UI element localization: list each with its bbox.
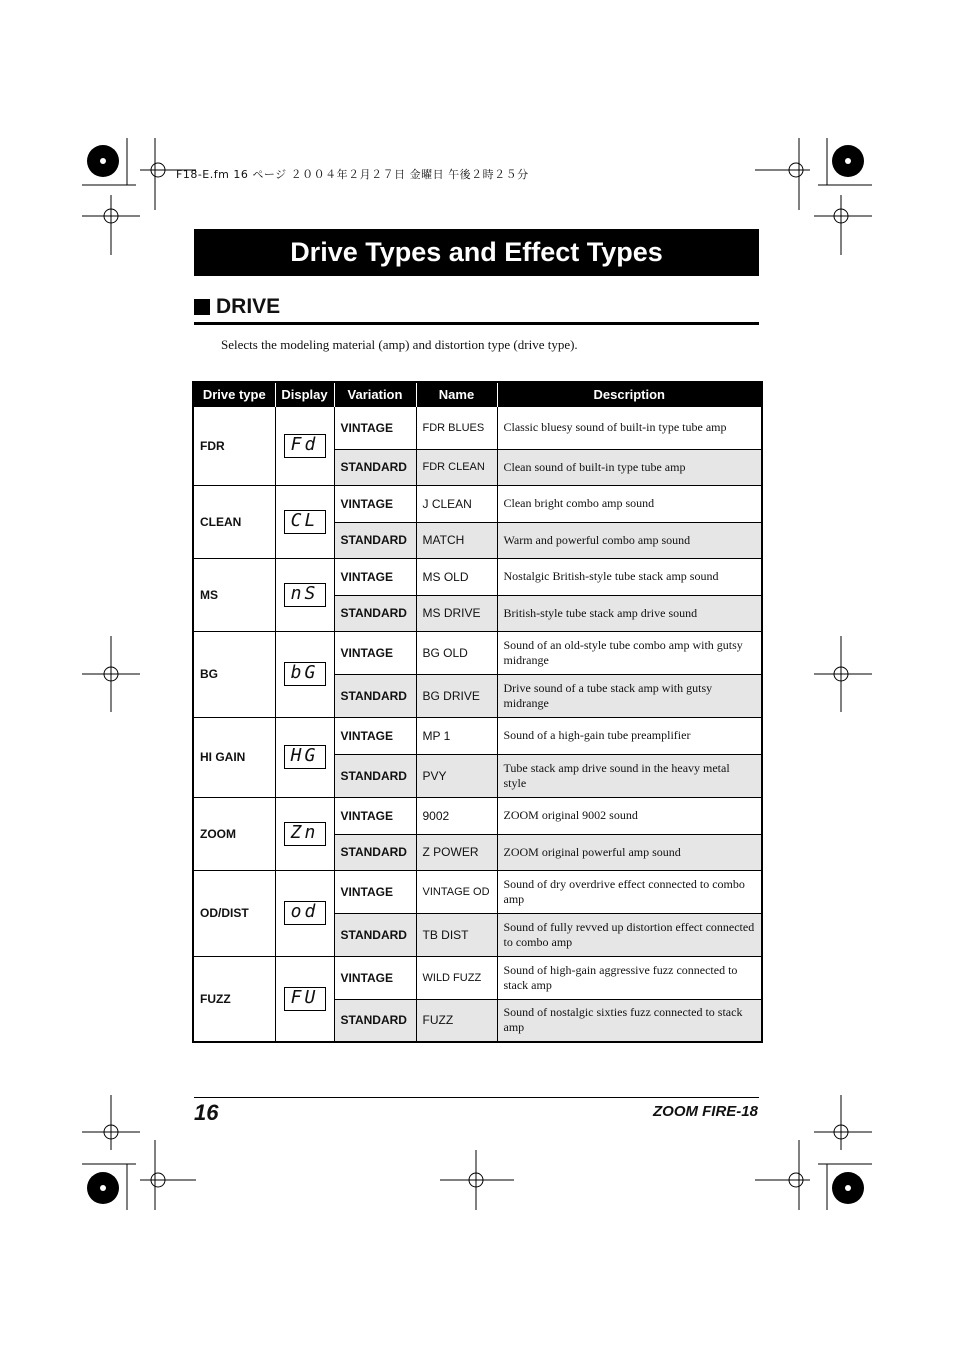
variation-cell: VINTAGE bbox=[334, 870, 416, 913]
table-row bbox=[193, 956, 762, 999]
description-cell: ZOOM original powerful amp sound bbox=[497, 834, 762, 870]
display-cell bbox=[275, 870, 334, 956]
print-header: F18-E.fm 16 ページ ２００４年２月２７日 金曜日 午後２時２５分 bbox=[176, 168, 529, 181]
section-intro: Selects the modeling material (amp) and distortion type (drive type). bbox=[221, 337, 578, 352]
display-cell bbox=[275, 956, 334, 1042]
description-cell: Classic bluesy sound of built-in type tube amp bbox=[497, 406, 762, 449]
description-cell: Tube stack amp drive sound in the heavy metal style bbox=[497, 754, 762, 797]
drive-type-cell: BG bbox=[193, 631, 275, 717]
lcd-display: Zn bbox=[284, 822, 326, 846]
display-cell bbox=[275, 485, 334, 558]
variation-cell: VINTAGE bbox=[334, 485, 416, 522]
lcd-display: CL bbox=[284, 510, 326, 534]
name-cell: MP 1 bbox=[416, 717, 497, 754]
display-cell bbox=[275, 558, 334, 631]
lcd-display: od bbox=[284, 901, 326, 925]
lcd-display: HG bbox=[284, 745, 326, 769]
variation-cell: VINTAGE bbox=[334, 406, 416, 449]
table-row bbox=[193, 406, 762, 449]
name-cell: 9002 bbox=[416, 797, 497, 834]
name-cell: MATCH bbox=[416, 522, 497, 558]
drive-type-cell: HI GAIN bbox=[193, 717, 275, 797]
column-header: Description bbox=[497, 382, 762, 406]
description-cell: Sound of an old-style tube combo amp with gutsy midrange bbox=[497, 631, 762, 674]
table-row bbox=[193, 870, 762, 913]
description-cell: Clean sound of built-in type tube amp bbox=[497, 449, 762, 485]
variation-cell: VINTAGE bbox=[334, 558, 416, 595]
variation-cell: STANDARD bbox=[334, 999, 416, 1042]
lcd-display: FU bbox=[284, 987, 326, 1011]
name-cell: WILD FUZZ bbox=[416, 956, 497, 999]
variation-cell: STANDARD bbox=[334, 522, 416, 558]
display-cell bbox=[275, 406, 334, 485]
page-number: 16 bbox=[194, 1100, 219, 1125]
variation-cell: STANDARD bbox=[334, 449, 416, 485]
lcd-display: nS bbox=[284, 583, 326, 607]
name-cell: J CLEAN bbox=[416, 485, 497, 522]
description-cell: Drive sound of a tube stack amp with gutsy midrange bbox=[497, 674, 762, 717]
name-cell: PVY bbox=[416, 754, 497, 797]
lcd-display: Fd bbox=[284, 434, 326, 458]
drive-type-cell: ZOOM bbox=[193, 797, 275, 870]
description-cell: Sound of a high-gain tube preamplifier bbox=[497, 717, 762, 754]
name-cell: FDR CLEAN bbox=[416, 449, 497, 485]
description-cell: Sound of nostalgic sixties fuzz connected to stack amp bbox=[497, 999, 762, 1042]
name-cell: FUZZ bbox=[416, 999, 497, 1042]
variation-cell: VINTAGE bbox=[334, 797, 416, 834]
variation-cell: VINTAGE bbox=[334, 631, 416, 674]
display-cell bbox=[275, 631, 334, 717]
name-cell: FDR BLUES bbox=[416, 406, 497, 449]
name-cell: Z POWER bbox=[416, 834, 497, 870]
column-header: Display bbox=[275, 382, 334, 406]
variation-cell: VINTAGE bbox=[334, 956, 416, 999]
column-header: Name bbox=[416, 382, 497, 406]
table-row bbox=[193, 797, 762, 834]
description-cell: Sound of fully revved up distortion effect connected to combo amp bbox=[497, 913, 762, 956]
table-row bbox=[193, 558, 762, 595]
table-row bbox=[193, 717, 762, 754]
footer-rule bbox=[194, 1097, 759, 1098]
column-header: Drive type bbox=[193, 382, 275, 406]
table-header-row bbox=[193, 382, 762, 406]
name-cell: VINTAGE OD bbox=[416, 870, 497, 913]
description-cell: Warm and powerful combo amp sound bbox=[497, 522, 762, 558]
description-cell: Clean bright combo amp sound bbox=[497, 485, 762, 522]
section-title: DRIVE bbox=[216, 295, 281, 318]
variation-cell: STANDARD bbox=[334, 913, 416, 956]
description-cell: Nostalgic British-style tube stack amp sound bbox=[497, 558, 762, 595]
drive-type-cell: FUZZ bbox=[193, 956, 275, 1042]
description-cell: British-style tube stack amp drive sound bbox=[497, 595, 762, 631]
name-cell: BG OLD bbox=[416, 631, 497, 674]
lcd-display: bG bbox=[284, 662, 326, 686]
drive-type-cell: MS bbox=[193, 558, 275, 631]
drive-type-cell: FDR bbox=[193, 406, 275, 485]
drive-type-table bbox=[192, 381, 763, 1043]
variation-cell: STANDARD bbox=[334, 834, 416, 870]
description-cell: Sound of high-gain aggressive fuzz connected to stack amp bbox=[497, 956, 762, 999]
square-bullet-icon bbox=[194, 299, 210, 315]
description-cell: Sound of dry overdrive effect connected to combo amp bbox=[497, 870, 762, 913]
name-cell: BG DRIVE bbox=[416, 674, 497, 717]
variation-cell: STANDARD bbox=[334, 674, 416, 717]
page-title: Drive Types and Effect Types bbox=[194, 229, 759, 276]
display-cell bbox=[275, 717, 334, 797]
variation-cell: STANDARD bbox=[334, 595, 416, 631]
table-row bbox=[193, 485, 762, 522]
variation-cell: VINTAGE bbox=[334, 717, 416, 754]
footer-brand: ZOOM FIRE-18 bbox=[652, 1103, 758, 1120]
column-header: Variation bbox=[334, 382, 416, 406]
section-heading bbox=[194, 292, 759, 325]
name-cell: MS OLD bbox=[416, 558, 497, 595]
variation-cell: STANDARD bbox=[334, 754, 416, 797]
table-row bbox=[193, 631, 762, 674]
name-cell: TB DIST bbox=[416, 913, 497, 956]
drive-type-cell: OD/DIST bbox=[193, 870, 275, 956]
description-cell: ZOOM original 9002 sound bbox=[497, 797, 762, 834]
name-cell: MS DRIVE bbox=[416, 595, 497, 631]
display-cell bbox=[275, 797, 334, 870]
drive-type-cell: CLEAN bbox=[193, 485, 275, 558]
